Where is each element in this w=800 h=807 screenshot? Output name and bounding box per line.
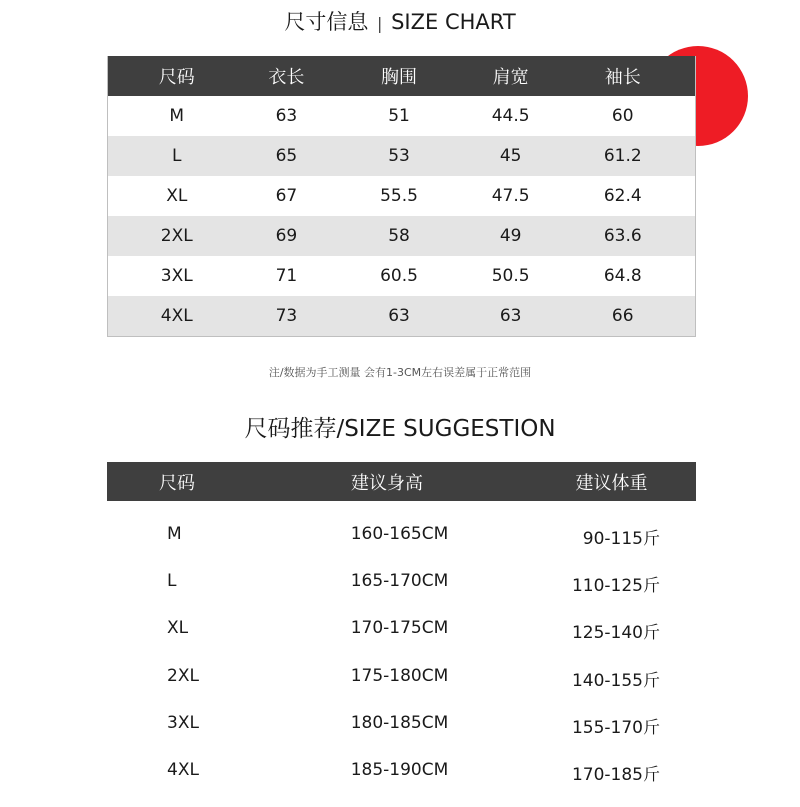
cell-length: 67	[275, 186, 298, 206]
header-length: 衣长	[268, 67, 305, 88]
list-item	[107, 713, 696, 760]
cell-length: 69	[275, 226, 298, 246]
cell-height: 185-190CM	[350, 759, 449, 780]
table-row	[108, 216, 695, 256]
cell-size: 3XL	[160, 266, 193, 286]
header-size: 尺码	[158, 67, 195, 88]
cell-chest: 51	[388, 106, 410, 126]
header-size: 尺码	[159, 472, 195, 494]
cell-size: 2XL	[160, 226, 193, 246]
table-row	[108, 96, 695, 136]
cell-sleeve: 60	[611, 106, 634, 126]
cell-shoulder: 47.5	[491, 186, 530, 206]
cell-size: M	[167, 524, 182, 544]
cell-weight: 110-125斤	[571, 576, 660, 597]
size-chart-title	[0, 6, 800, 36]
cell-chest: 60.5	[380, 266, 418, 286]
cell-weight: 170-185斤	[571, 764, 660, 785]
cell-size: 2XL	[167, 665, 199, 686]
cell-length: 73	[275, 306, 298, 326]
cell-length: 65	[275, 146, 298, 166]
cell-length: 71	[275, 266, 298, 286]
header-sleeve: 袖长	[604, 67, 641, 88]
size-chart-title-en: SIZE CHART	[391, 10, 516, 34]
cell-shoulder: 63	[499, 306, 522, 326]
cell-size: 4XL	[167, 759, 199, 780]
size-chart-title-cn: 尺寸信息	[284, 10, 369, 34]
cell-chest: 53	[388, 146, 410, 166]
cell-height: 170-175CM	[350, 618, 449, 639]
cell-sleeve: 61.2	[603, 146, 642, 166]
cell-size: XL	[166, 186, 188, 206]
header-height: 建议身高	[351, 472, 423, 494]
cell-length: 63	[275, 106, 298, 126]
list-item	[107, 524, 696, 571]
cell-size: L	[167, 571, 177, 592]
cell-weight: 90-115斤	[582, 529, 660, 549]
cell-size: XL	[167, 618, 189, 639]
cell-shoulder: 50.5	[491, 266, 530, 286]
header-shoulder: 肩宽	[492, 67, 529, 88]
cell-weight: 125-140斤	[571, 623, 660, 644]
cell-size: L	[172, 146, 182, 166]
table-row	[108, 176, 695, 216]
header-weight: 建议体重	[575, 472, 648, 494]
size-suggestion-table	[107, 462, 696, 785]
header-chest: 胸围	[381, 67, 417, 88]
title-separator: |	[377, 14, 383, 33]
table-row	[108, 256, 695, 296]
list-item	[107, 666, 696, 713]
cell-chest: 63	[388, 306, 410, 326]
cell-chest: 58	[388, 226, 410, 246]
suggestion-header	[107, 462, 696, 501]
cell-size: 4XL	[160, 306, 193, 326]
table-row	[108, 296, 695, 336]
cell-chest: 55.5	[380, 186, 418, 206]
cell-sleeve: 66	[611, 306, 634, 326]
cell-shoulder: 44.5	[491, 106, 530, 126]
size-chart-header	[108, 56, 695, 96]
list-item	[107, 571, 696, 618]
cell-size: M	[169, 106, 185, 126]
cell-shoulder: 49	[499, 226, 522, 246]
size-suggestion-title: 尺码推荐/SIZE SUGGESTION	[244, 416, 556, 442]
size-chart-table	[107, 56, 696, 337]
cell-height: 160-165CM	[350, 524, 449, 544]
cell-weight: 140-155斤	[571, 670, 660, 691]
cell-weight: 155-170斤	[571, 717, 660, 738]
cell-size: 3XL	[167, 712, 199, 733]
cell-sleeve: 62.4	[603, 186, 642, 206]
cell-height: 165-170CM	[350, 571, 449, 592]
table-row	[108, 136, 695, 176]
cell-height: 175-180CM	[350, 665, 449, 686]
cell-height: 180-185CM	[350, 712, 449, 733]
cell-sleeve: 64.8	[603, 266, 642, 286]
cell-sleeve: 63.6	[603, 226, 642, 246]
cell-shoulder: 45	[499, 146, 522, 166]
measurement-note: 注/数据为手工测量 会有1-3CM左右误差属于正常范围	[268, 366, 532, 379]
list-item	[107, 618, 696, 665]
